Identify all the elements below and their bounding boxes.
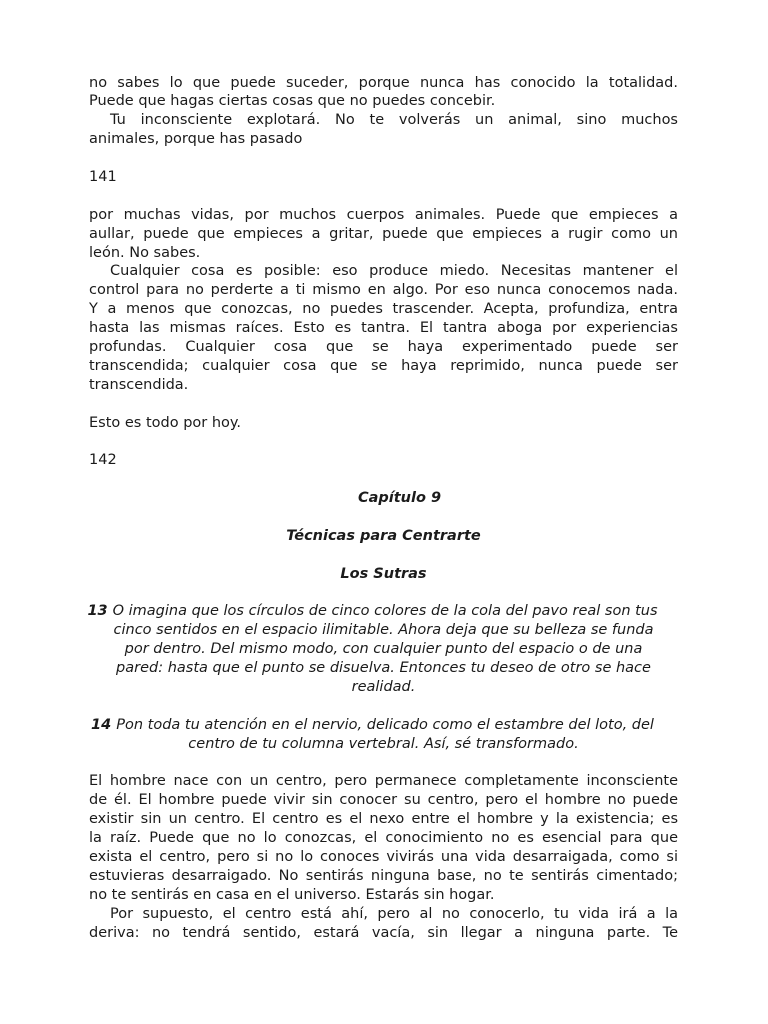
sutra-line: cinco sentidos en el espacio ilimitable. Ahora deja que su belleza se funda xyxy=(113,622,654,639)
sutra-line xyxy=(60,716,707,735)
text-line: transcendida; cualquier cosa que se haya reprimido, nunca puede ser xyxy=(89,357,678,374)
sutra-text: O imagina que los círculos de cinco colores de la cola del pavo real son tus xyxy=(112,603,658,620)
text-line: Tu inconsciente explotará. No te volverás un animal, sino muchos xyxy=(110,112,678,129)
sutra-14 xyxy=(60,716,707,754)
paragraph-group xyxy=(89,74,678,150)
sutra-number: 13 xyxy=(87,603,108,620)
sutra-13 xyxy=(60,602,707,696)
text-line: no te sentirás en casa en el universo. Estarás sin hogar. xyxy=(89,886,495,903)
page-number-text: 142 xyxy=(89,452,117,469)
text-line: aullar, puede que empieces a gritar, puede que empieces a rugir como un xyxy=(89,225,678,242)
text-line: transcendida. xyxy=(89,376,189,393)
sutra-line: pared: hasta que el punto se disuelva. Entonces tu deseo de otro se hace xyxy=(116,660,651,677)
text-line: control para no perderte a ti mismo en algo. Por eso nunca conocemos nada. xyxy=(89,282,678,299)
text-line: no sabes lo que puede suceder, porque nunca has conocido la totalidad. xyxy=(89,74,678,91)
sutra-text: Pon toda tu atención en el nervio, delicado como el estambre del loto, del xyxy=(116,716,654,733)
paragraph-group xyxy=(89,206,678,395)
paragraph-group xyxy=(89,772,678,942)
text-line: Esto es todo por hoy. xyxy=(89,414,242,431)
section-title: Los Sutras xyxy=(340,565,427,582)
sutra-line xyxy=(60,602,707,621)
paragraph xyxy=(89,414,678,433)
text-line: Y a menos que conozcas, no puedes trascender. Acepta, profundiza, entra xyxy=(89,301,678,318)
text-line: existir sin un centro. El centro es el nexo entre el hombre y la existencia; es xyxy=(89,811,678,828)
text-line: animales, porque has pasado xyxy=(89,131,303,148)
text-line: león. No sabes. xyxy=(89,244,201,261)
sutra-line: por dentro. Del mismo modo, con cualquier punto del espacio o de una xyxy=(124,641,643,658)
text-line: profundas. Cualquier cosa que se haya experimentado puede ser xyxy=(89,338,678,355)
text-line: Cualquier cosa es posible: eso produce miedo. Necesitas mantener el xyxy=(110,263,678,280)
chapter-heading: Capítulo 9 xyxy=(357,490,442,507)
text-line: exista el centro, pero si no lo conoces vivirás una vida desarraigada, como si xyxy=(89,849,678,866)
text-line: de él. El hombre puede vivir sin conocer su centro, pero el hombre no puede xyxy=(89,792,678,809)
sutra-number: 14 xyxy=(91,716,112,733)
text-line: Puede que hagas ciertas cosas que no puedes concebir. xyxy=(89,93,496,110)
text-line: Por supuesto, el centro está ahí, pero al no conocerlo, tu vida irá a la xyxy=(110,905,678,922)
sutra-line: centro de tu columna vertebral. Así, sé transformado. xyxy=(188,735,579,752)
text-line: la raíz. Puede que no lo conozcas, el conocimiento no es esencial para que xyxy=(89,830,678,847)
page-content xyxy=(89,74,678,962)
text-line: hasta las mismas raíces. Esto es tantra. El tantra aboga por experiencias xyxy=(89,320,678,337)
text-line: por muchas vidas, por muchos cuerpos animales. Puede que empieces a xyxy=(89,206,678,223)
text-line: estuvieras desarraigado. No sentirás ninguna base, no te sentirás cimentado; xyxy=(89,867,678,884)
page-number-text: 141 xyxy=(89,168,117,185)
sutra-line: realidad. xyxy=(351,679,416,695)
text-line: El hombre nace con un centro, pero permanece completamente inconsciente xyxy=(89,773,678,790)
text-line: deriva: no tendrá sentido, estará vacía, sin llegar a ninguna parte. Te xyxy=(89,924,678,941)
page-number xyxy=(89,451,678,470)
chapter-title: Técnicas para Centrarte xyxy=(286,527,481,544)
page-number xyxy=(89,168,678,187)
